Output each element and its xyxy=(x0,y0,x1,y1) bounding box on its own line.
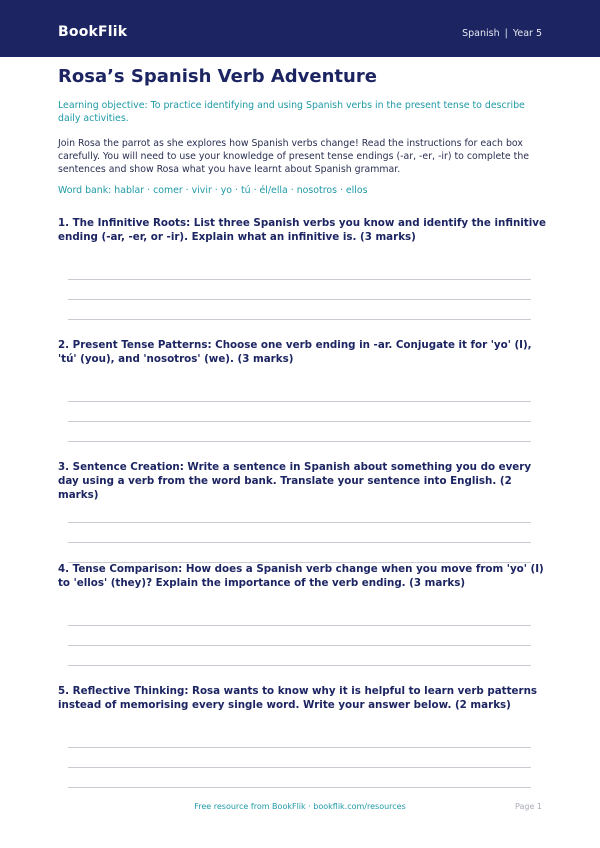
intro-paragraph: Join Rosa the parrot as she explores how Spanish verbs change! Read the instructions for each box carefully. You will need to use your knowledge of present tense endings (-ar, -er, -ir) to complete the sentences and show Rosa what you have learnt about Spanish grammar. xyxy=(58,138,530,175)
page-number: Page 1 xyxy=(515,802,542,811)
answer-line[interactable] xyxy=(68,787,531,788)
answer-line[interactable] xyxy=(68,747,531,748)
answer-line[interactable] xyxy=(68,542,531,543)
answer-line[interactable] xyxy=(68,625,531,626)
question-4: 4. Tense Comparison: How does a Spanish verb change when you move from 'yo' (I) to 'ellos' (they)? Explain the importance of the verb ending. (3 marks) xyxy=(58,563,544,589)
footer-credit: Free resource from BookFlik · bookflik.com/resources xyxy=(194,802,406,811)
subject-label: Spanish xyxy=(462,28,500,39)
answer-line[interactable] xyxy=(68,421,531,422)
header-bar xyxy=(0,0,600,57)
answer-line[interactable] xyxy=(68,441,531,442)
learning-objective: Learning objective: To practice identifying and using Spanish verbs in the present tense to describe daily activities. xyxy=(58,100,525,124)
answer-line[interactable] xyxy=(68,665,531,666)
question-2: 2. Present Tense Patterns: Choose one verb ending in -ar. Conjugate it for 'yo' (I), 'tú' (you), and 'nosotros' (we). (3 marks) xyxy=(58,339,532,365)
answer-line[interactable] xyxy=(68,319,531,320)
page-title: Rosa’s Spanish Verb Adventure xyxy=(58,66,377,87)
question-3: 3. Sentence Creation: Write a sentence in Spanish about something you do every day using a verb from the word bank. Translate your sentence into English. (2 marks) xyxy=(58,461,532,501)
year-label: Year 5 xyxy=(512,28,542,39)
question-1: 1. The Infinitive Roots: List three Spanish verbs you know and identify the infinitive ending (-ar, -er, or -ir). Explain what an infinitive is. (3 marks) xyxy=(58,217,546,243)
answer-line[interactable] xyxy=(68,767,531,768)
answer-line[interactable] xyxy=(68,299,531,300)
header-meta xyxy=(462,28,542,39)
answer-line[interactable] xyxy=(68,522,531,523)
brand-logo: BookFlik xyxy=(58,24,128,40)
word-bank: Word bank: hablar · comer · vivir · yo · tú · él/ella · nosotros · ellos xyxy=(58,185,368,196)
header-separator: | xyxy=(504,28,508,39)
answer-line[interactable] xyxy=(68,279,531,280)
answer-line[interactable] xyxy=(68,401,531,402)
question-5: 5. Reflective Thinking: Rosa wants to know why it is helpful to learn verb patterns instead of memorising every single word. Write your answer below. (2 marks) xyxy=(58,685,538,711)
answer-line[interactable] xyxy=(68,645,531,646)
